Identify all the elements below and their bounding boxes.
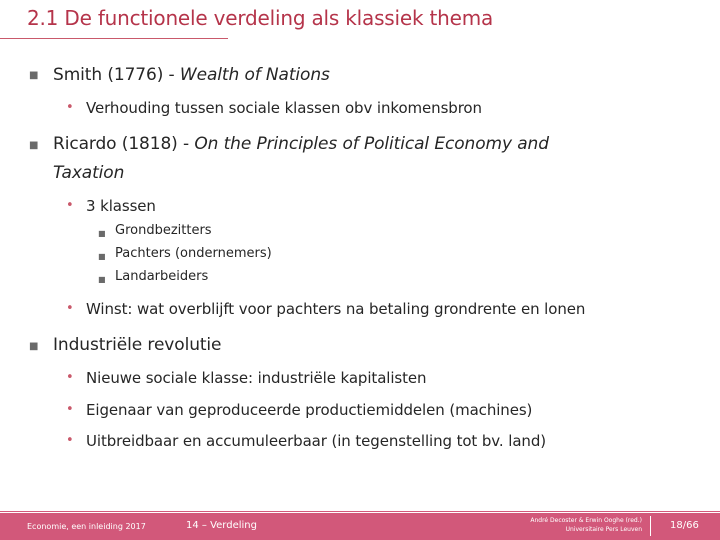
ricardo-prefix: Ricardo (1818) - [53, 134, 195, 154]
footer-chapter: 14 – Verdeling [186, 520, 257, 531]
dot-bullet-icon: • [66, 301, 74, 316]
industrial-subpoint: Nieuwe sociale klasse: industriële kapitalisten [86, 369, 427, 387]
ricardo-work-line1: On the Principles of Political Economy and [194, 134, 549, 154]
square-bullet-icon: ■ [29, 70, 39, 81]
footer-authors-line2: Universitaire Pers Leuven [565, 526, 642, 533]
footer-book-title: Economie, een inleiding 2017 [27, 522, 146, 531]
bullet-smith [53, 65, 330, 85]
smith-work: Wealth of Nations [179, 65, 330, 85]
small-square-bullet-icon: ■ [98, 229, 106, 238]
title-underline [0, 38, 228, 39]
smith-prefix: Smith (1776) - [53, 65, 180, 85]
footer-authors-line1: André Decoster & Erwin Ooghe (red.) [530, 517, 642, 524]
dot-bullet-icon: • [66, 370, 74, 385]
small-square-bullet-icon: ■ [98, 275, 106, 284]
slide-title: 2.1 De functionele verdeling als klassiek thema [27, 6, 494, 30]
ricardo-subpoint-winst: Winst: wat overblijft voor pachters na betaling grondrente en lonen [86, 300, 586, 318]
industrial-subpoint: Eigenaar van geproduceerde productiemiddelen (machines) [86, 401, 533, 419]
ricardo-class-item: Landarbeiders [115, 269, 209, 284]
dot-bullet-icon: • [66, 402, 74, 417]
square-bullet-icon: ■ [29, 140, 39, 151]
footer-top-line [0, 511, 720, 512]
industrial-subpoint: Uitbreidbaar en accumuleerbaar (in tegenstelling tot bv. land) [86, 432, 546, 450]
footer-page-number: 18/66 [670, 520, 699, 531]
ricardo-class-item: Grondbezitters [115, 223, 212, 238]
footer-authors [496, 516, 642, 534]
bullet-ricardo [53, 134, 549, 154]
dot-bullet-icon: • [66, 433, 74, 448]
bullet-industrial-revolution: Industriële revolutie [53, 335, 222, 355]
ricardo-subpoint-classes: 3 klassen [86, 197, 156, 215]
dot-bullet-icon: • [66, 100, 74, 115]
footer-divider [650, 516, 651, 536]
small-square-bullet-icon: ■ [98, 252, 106, 261]
ricardo-work-continuation [53, 163, 124, 183]
dot-bullet-icon: • [66, 198, 74, 213]
ricardo-class-item: Pachters (ondernemers) [115, 246, 272, 261]
square-bullet-icon: ■ [29, 341, 39, 352]
smith-subpoint: Verhouding tussen sociale klassen obv inkomensbron [86, 99, 482, 117]
ricardo-work-line2: Taxation [53, 163, 125, 183]
